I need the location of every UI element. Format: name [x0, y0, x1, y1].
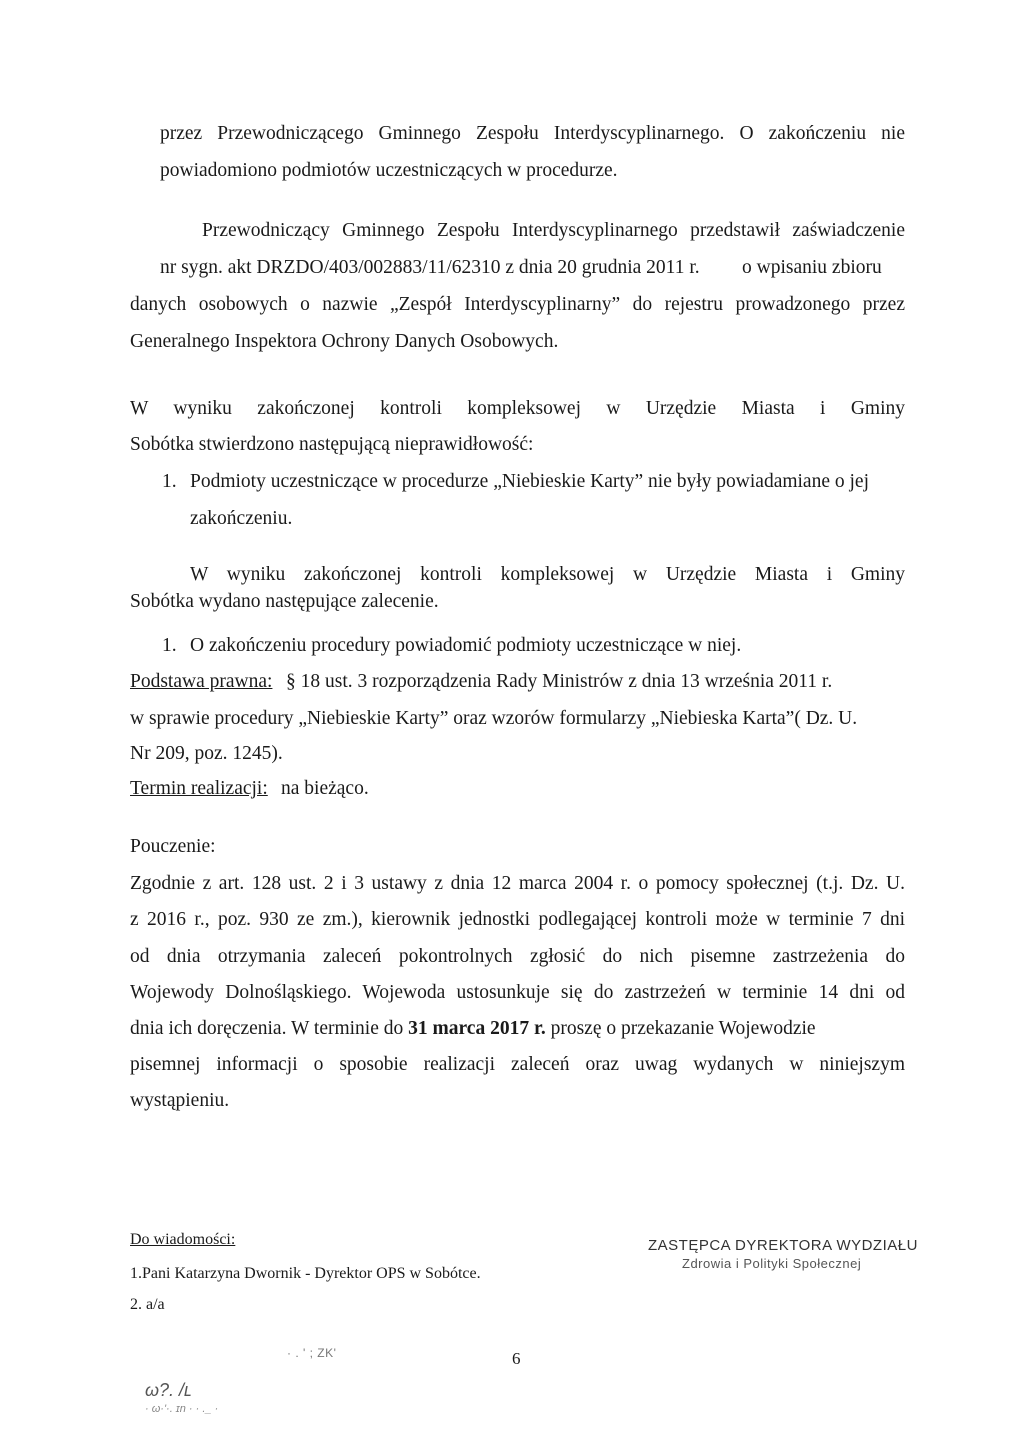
instruction-line-2: z 2016 r., poz. 930 ze zm.), kierownik jednostki podlegającej kontroli może w terminie 7 dni: [130, 909, 905, 930]
signature-mark-faint: · ω·'·. ɪn · · ._ ·: [145, 1403, 219, 1415]
paragraph-2-line-4: Generalnego Inspektora Ochrony Danych Osobowych.: [130, 331, 559, 352]
legal-basis-line-2: w sprawie procedury „Niebieskie Karty” oraz wzorów formularzy „Niebieska Karta”( Dz. U.: [130, 708, 858, 729]
finding-item-line-2: zakończeniu.: [190, 508, 293, 529]
paragraph-1-line-2: powiadomiono podmiotów uczestniczących w procedurze.: [160, 160, 618, 181]
instruction-line-6: pisemnej informacji o sposobie realizacji zaleceń oraz uwag wydanych w niniejszym: [130, 1054, 905, 1075]
paragraph-2-line-2b: o wpisaniu zbioru: [742, 257, 882, 278]
instruction-line-3: od dnia otrzymania zaleceń pokontrolnych zgłosić do nich pisemne zastrzeżenia do: [130, 946, 905, 967]
deadline-label: Termin realizacji:: [130, 778, 268, 799]
instruction-line-4: Wojewody Dolnośląskiego. Wojewoda ustosunkuje się do zastrzeżeń w terminie 14 dni od: [130, 982, 905, 1003]
official-stamp-title: ZASTĘPCA DYREKTORA WYDZIAŁU: [648, 1237, 918, 1254]
paragraph-2-line-3: danych osobowych o nazwie „Zespół Interdyscyplinarny” do rejestru prowadzonego przez: [130, 294, 905, 315]
paragraph-3-line-2: Sobótka stwierdzono następującą nieprawidłowość:: [130, 434, 534, 455]
instruction-line-7: wystąpieniu.: [130, 1090, 230, 1111]
finding-item-line-1: Podmioty uczestniczące w procedurze „Niebieskie Karty” nie były powiadamiane o jej: [190, 471, 869, 492]
deadline-date: 31 marca 2017 r.: [408, 1018, 546, 1039]
instruction-line-5: [130, 1019, 816, 1039]
recommendation-item-text: O zakończeniu procedury powiadomić podmioty uczestniczące w niej.: [190, 635, 742, 656]
signature-mark: ω?. /ʟ: [145, 1380, 193, 1400]
legal-basis-line-1: § 18 ust. 3 rozporządzenia Rady Ministrów z dnia 13 września 2011 r.: [286, 671, 833, 692]
recommendation-item-number: 1.: [162, 635, 177, 656]
paragraph-4-line-2: Sobótka wydano następujące zalecenie.: [130, 591, 439, 612]
legal-basis-label: Podstawa prawna:: [130, 671, 273, 692]
instruction-line-1: Zgodnie z art. 128 ust. 2 i 3 ustawy z dnia 12 marca 2004 r. o pomocy społecznej (t.j. Dz. U.: [130, 873, 905, 894]
deadline-value: na bieżąco.: [281, 778, 369, 799]
page-number: 6: [512, 1349, 521, 1368]
cc-item-1: 1.Pani Katarzyna Dwornik - Dyrektor OPS w Sobótce.: [130, 1265, 481, 1282]
cc-item-2: 2. a/a: [130, 1296, 165, 1313]
instruction-heading: Pouczenie:: [130, 836, 216, 857]
paragraph-3-line-1: W wyniku zakończonej kontroli kompleksowej w Urzędzie Miasta i Gminy: [130, 398, 905, 419]
cc-heading: Do wiadomości:: [130, 1231, 236, 1248]
paragraph-2-line-2a: nr sygn. akt DRZDO/403/002883/11/62310 z dnia 20 grudnia 2011 r.: [160, 257, 700, 278]
official-stamp-subtitle: Zdrowia i Polityki Społecznej: [682, 1256, 862, 1271]
legal-basis-line-3: Nr 209, poz. 1245).: [130, 743, 283, 764]
paragraph-2-line-1: Przewodniczący Gminnego Zespołu Interdyscyplinarnego przedstawił zaświadczenie: [202, 220, 905, 241]
finding-item-number: 1.: [162, 471, 177, 492]
paragraph-4-line-1: W wyniku zakończonej kontroli kompleksowej w Urzędzie Miasta i Gminy: [190, 564, 905, 585]
stamp-fragment: · . ' ; ZK': [287, 1346, 337, 1360]
paragraph-1-line-1: przez Przewodniczącego Gminnego Zespołu Interdyscyplinarnego. O zakończeniu nie: [160, 123, 905, 144]
instruction-line-5-a: dnia ich doręczenia. W terminie do: [130, 1018, 404, 1039]
instruction-line-5-c: proszę o przekazanie Wojewodzie: [550, 1018, 816, 1039]
